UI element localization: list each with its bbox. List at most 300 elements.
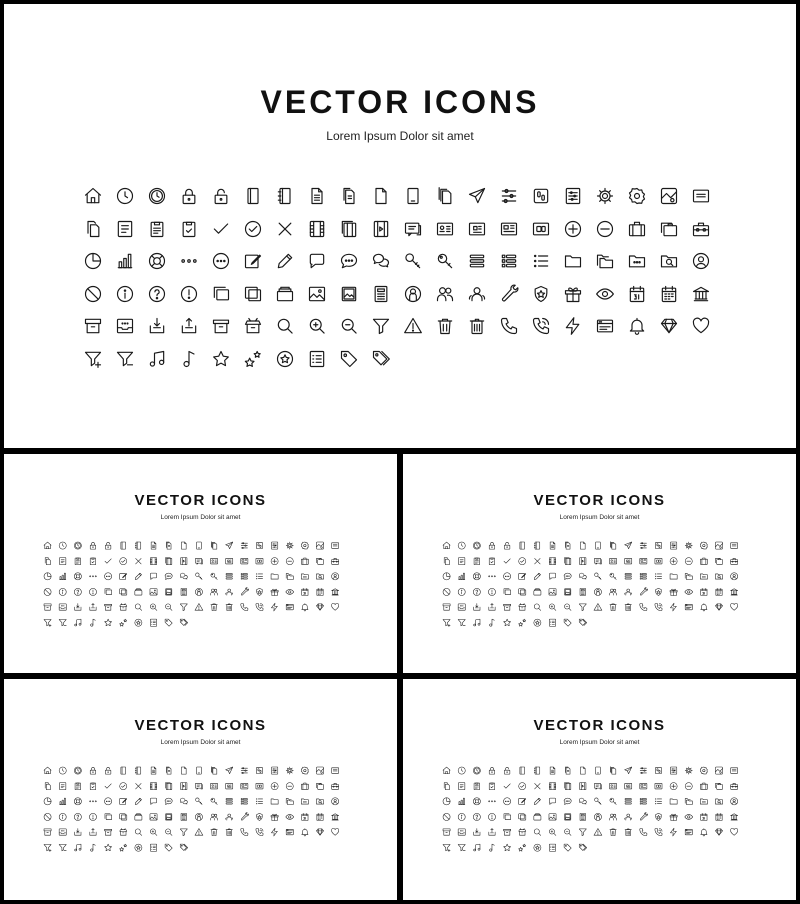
tablet-icon bbox=[191, 538, 206, 553]
web-icon bbox=[285, 602, 294, 611]
music-note-icon bbox=[179, 349, 199, 369]
calendar-icon bbox=[711, 584, 726, 599]
phone-call-icon bbox=[651, 824, 666, 839]
chat-dots-icon bbox=[333, 245, 365, 278]
list-icon bbox=[525, 245, 557, 278]
key-2-icon bbox=[429, 245, 461, 278]
box-open-icon bbox=[518, 827, 527, 836]
user-circle-icon bbox=[328, 794, 343, 809]
phone-icon bbox=[639, 602, 648, 611]
folder-more-icon bbox=[699, 572, 708, 581]
archive-icon bbox=[439, 599, 454, 614]
star-icon bbox=[103, 618, 112, 627]
help-icon bbox=[70, 584, 85, 599]
document-icon bbox=[307, 186, 327, 206]
icon-row bbox=[40, 599, 343, 614]
icon-row bbox=[77, 180, 717, 213]
bell-icon bbox=[300, 827, 309, 836]
notebook-2-icon bbox=[533, 766, 542, 775]
inbox-icon bbox=[58, 602, 67, 611]
film-icon bbox=[149, 556, 158, 565]
box-open-icon bbox=[515, 599, 530, 614]
gear-icon bbox=[684, 766, 693, 775]
calendar-31-icon bbox=[696, 809, 711, 824]
lightning-icon bbox=[270, 602, 279, 611]
alert-circle-icon bbox=[487, 587, 496, 596]
message-card-icon bbox=[397, 213, 429, 246]
info-icon bbox=[454, 584, 469, 599]
tag-icon bbox=[161, 840, 176, 855]
windows-2-icon bbox=[515, 584, 530, 599]
more-circle-icon bbox=[211, 251, 231, 271]
trash-icon bbox=[209, 827, 218, 836]
clipboard-check-icon bbox=[88, 781, 97, 790]
unlock-icon bbox=[502, 541, 511, 550]
badge-card-icon bbox=[224, 556, 233, 565]
home-icon bbox=[43, 766, 52, 775]
close-icon bbox=[533, 556, 542, 565]
edit-icon bbox=[515, 569, 530, 584]
thumbnail-slide-3[interactable] bbox=[4, 679, 397, 900]
tags-icon bbox=[179, 843, 188, 852]
note-icon bbox=[55, 553, 70, 568]
chat-bubble-icon bbox=[307, 251, 327, 271]
calendar-icon bbox=[315, 587, 324, 596]
check-icon bbox=[502, 781, 511, 790]
image-2-icon bbox=[164, 812, 173, 821]
filter-add-icon bbox=[43, 618, 52, 627]
eye-icon bbox=[681, 584, 696, 599]
shield-star-icon bbox=[654, 812, 663, 821]
clock-filled-icon bbox=[141, 180, 173, 213]
tablet-icon bbox=[590, 538, 605, 553]
settings-panel-icon bbox=[669, 541, 678, 550]
folders-icon bbox=[684, 572, 693, 581]
filter-remove-icon bbox=[454, 615, 469, 630]
zoom-in-icon bbox=[548, 827, 557, 836]
box-icon bbox=[500, 824, 515, 839]
eye-icon bbox=[589, 278, 621, 311]
download-box-icon bbox=[147, 316, 167, 336]
users-2-icon bbox=[621, 584, 636, 599]
upload-box-icon bbox=[88, 602, 97, 611]
map-icon bbox=[711, 538, 726, 553]
info-icon bbox=[55, 584, 70, 599]
star-icon bbox=[500, 840, 515, 855]
chat-bubble-icon bbox=[146, 569, 161, 584]
sliders-icon bbox=[499, 186, 519, 206]
document-icon bbox=[149, 541, 158, 550]
music-icon bbox=[73, 618, 82, 627]
check-circle-icon bbox=[116, 553, 131, 568]
tablet-icon bbox=[194, 541, 203, 550]
documents-icon bbox=[333, 180, 365, 213]
icon-row bbox=[439, 794, 742, 809]
list-icon bbox=[531, 251, 551, 271]
chats-icon bbox=[575, 569, 590, 584]
music-icon bbox=[70, 840, 85, 855]
eye-icon bbox=[595, 284, 615, 304]
thumbnail-slide-2[interactable] bbox=[403, 454, 796, 673]
music-icon bbox=[469, 840, 484, 855]
calendar-icon bbox=[315, 812, 324, 821]
phone-call-icon bbox=[654, 827, 663, 836]
card-icon bbox=[727, 763, 742, 778]
gift-icon bbox=[557, 278, 589, 311]
bell-icon bbox=[621, 310, 653, 343]
users-icon bbox=[206, 809, 221, 824]
download-box-icon bbox=[73, 827, 82, 836]
zoom-in-icon bbox=[307, 316, 327, 336]
trash-icon bbox=[429, 310, 461, 343]
badge-card-icon bbox=[467, 219, 487, 239]
lightning-icon bbox=[666, 599, 681, 614]
card-icon bbox=[330, 541, 339, 550]
search-icon bbox=[131, 599, 146, 614]
star-icon bbox=[502, 843, 511, 852]
box-open-icon bbox=[518, 602, 527, 611]
menu-icon bbox=[623, 797, 632, 806]
clipboard-check-icon bbox=[487, 556, 496, 565]
folder-icon bbox=[669, 572, 678, 581]
upload-box-icon bbox=[173, 310, 205, 343]
gear-icon bbox=[285, 766, 294, 775]
checklist-icon bbox=[146, 840, 161, 855]
tag-icon bbox=[560, 840, 575, 855]
star-icon bbox=[502, 618, 511, 627]
phone-icon bbox=[237, 824, 252, 839]
stars-icon bbox=[119, 843, 128, 852]
checklist-icon bbox=[307, 349, 327, 369]
pie-chart-icon bbox=[439, 569, 454, 584]
id-card-icon bbox=[206, 778, 221, 793]
id-card-icon bbox=[605, 553, 620, 568]
upload-box-icon bbox=[484, 599, 499, 614]
star-circle-icon bbox=[530, 840, 545, 855]
alert-circle-icon bbox=[88, 587, 97, 596]
chat-bubble-icon bbox=[548, 572, 557, 581]
music-note-icon bbox=[85, 840, 100, 855]
filter-remove-icon bbox=[55, 840, 70, 855]
key-icon bbox=[403, 251, 423, 271]
pie-chart-icon bbox=[40, 794, 55, 809]
note-icon bbox=[457, 781, 466, 790]
briefcase-icon bbox=[300, 781, 309, 790]
check-circle-icon bbox=[119, 556, 128, 565]
send-icon bbox=[224, 766, 233, 775]
web-icon bbox=[282, 824, 297, 839]
folders-icon bbox=[595, 251, 615, 271]
filter-remove-icon bbox=[55, 615, 70, 630]
bell-icon bbox=[699, 602, 708, 611]
calendar-31-icon bbox=[297, 809, 312, 824]
plus-circle-icon bbox=[666, 553, 681, 568]
home-icon bbox=[439, 538, 454, 553]
filter-add-icon bbox=[77, 343, 109, 376]
close-icon bbox=[134, 556, 143, 565]
user-circle-icon bbox=[328, 569, 343, 584]
heart-icon bbox=[727, 599, 742, 614]
bar-chart-icon bbox=[58, 572, 67, 581]
map-icon bbox=[714, 541, 723, 550]
lightning-icon bbox=[267, 599, 282, 614]
chat-bubble-icon bbox=[548, 797, 557, 806]
pie-chart-icon bbox=[439, 794, 454, 809]
block-icon bbox=[77, 278, 109, 311]
zoom-in-icon bbox=[548, 602, 557, 611]
film-2-icon bbox=[161, 778, 176, 793]
list-icon bbox=[252, 794, 267, 809]
star-circle-icon bbox=[275, 349, 295, 369]
clipboard-check-icon bbox=[85, 778, 100, 793]
icon-row bbox=[439, 778, 742, 793]
plus-circle-icon bbox=[270, 556, 279, 565]
calculator-icon bbox=[371, 284, 391, 304]
wrench-icon bbox=[237, 809, 252, 824]
box-icon bbox=[103, 827, 112, 836]
image-2-icon bbox=[339, 284, 359, 304]
menu-icon bbox=[224, 572, 233, 581]
tag-icon bbox=[563, 843, 572, 852]
video-icon bbox=[179, 781, 188, 790]
user-circle-icon bbox=[729, 797, 738, 806]
bar-chart-icon bbox=[457, 797, 466, 806]
music-icon bbox=[147, 349, 167, 369]
info-icon bbox=[55, 809, 70, 824]
toggle-icon bbox=[651, 763, 666, 778]
music-icon bbox=[73, 843, 82, 852]
gift-icon bbox=[563, 284, 583, 304]
filter-remove-icon bbox=[115, 349, 135, 369]
plus-circle-icon bbox=[557, 213, 589, 246]
download-box-icon bbox=[141, 310, 173, 343]
star-icon bbox=[500, 615, 515, 630]
icon-row bbox=[40, 584, 343, 599]
icon-row bbox=[40, 538, 343, 553]
copy-icon bbox=[77, 213, 109, 246]
users-2-icon bbox=[621, 809, 636, 824]
film-icon bbox=[146, 553, 161, 568]
filter-remove-icon bbox=[58, 618, 67, 627]
stack-icon bbox=[209, 541, 218, 550]
music-icon bbox=[70, 615, 85, 630]
stack-icon bbox=[608, 766, 617, 775]
lock-icon bbox=[85, 538, 100, 553]
close-icon bbox=[530, 553, 545, 568]
check-circle-icon bbox=[119, 781, 128, 790]
folder-more-icon bbox=[300, 572, 309, 581]
card-icon bbox=[729, 541, 738, 550]
info-icon bbox=[457, 587, 466, 596]
id-card-icon bbox=[605, 778, 620, 793]
message-card-icon bbox=[191, 553, 206, 568]
toolbox-icon bbox=[685, 213, 717, 246]
icon-row bbox=[77, 245, 717, 278]
home-icon bbox=[77, 180, 109, 213]
thumbnail-slide-4[interactable] bbox=[403, 679, 796, 900]
note-icon bbox=[58, 781, 67, 790]
more-circle-icon bbox=[101, 794, 116, 809]
calculator-icon bbox=[578, 812, 587, 821]
cog-icon bbox=[696, 763, 711, 778]
filter-icon bbox=[176, 824, 191, 839]
home-icon bbox=[439, 763, 454, 778]
block-icon bbox=[40, 584, 55, 599]
toggle-icon bbox=[255, 541, 264, 550]
layers-icon bbox=[269, 278, 301, 311]
toggle-icon bbox=[255, 766, 264, 775]
image-icon bbox=[548, 587, 557, 596]
phone-icon bbox=[240, 602, 249, 611]
inbox-icon bbox=[55, 599, 70, 614]
zoom-in-icon bbox=[146, 824, 161, 839]
zoom-in-icon bbox=[149, 827, 158, 836]
windows-2-icon bbox=[518, 587, 527, 596]
checklist-icon bbox=[548, 618, 557, 627]
toolbox-icon bbox=[727, 553, 742, 568]
layers-icon bbox=[131, 809, 146, 824]
windows-icon bbox=[103, 587, 112, 596]
shield-star-icon bbox=[252, 584, 267, 599]
image-icon bbox=[548, 812, 557, 821]
block-icon bbox=[439, 584, 454, 599]
user-avatar-icon bbox=[403, 284, 423, 304]
eye-icon bbox=[684, 812, 693, 821]
lifebuoy-icon bbox=[70, 569, 85, 584]
note-icon bbox=[457, 556, 466, 565]
web-icon bbox=[285, 827, 294, 836]
card-icon bbox=[727, 538, 742, 553]
folders-icon bbox=[684, 797, 693, 806]
briefcase-copy-icon bbox=[312, 778, 327, 793]
stack-icon bbox=[209, 766, 218, 775]
warning-icon bbox=[191, 824, 206, 839]
notebook-icon bbox=[116, 538, 131, 553]
music-note-icon bbox=[85, 615, 100, 630]
stars-icon bbox=[116, 840, 131, 855]
tag-icon bbox=[333, 343, 365, 376]
trash-icon bbox=[608, 827, 617, 836]
stars-icon bbox=[515, 615, 530, 630]
blank-page-icon bbox=[176, 538, 191, 553]
unlock-icon bbox=[500, 763, 515, 778]
clipboard-check-icon bbox=[484, 778, 499, 793]
notebook-2-icon bbox=[530, 763, 545, 778]
note-icon bbox=[109, 213, 141, 246]
list-bullets-icon bbox=[493, 245, 525, 278]
menu-icon bbox=[621, 794, 636, 809]
plus-circle-icon bbox=[563, 219, 583, 239]
bank-icon bbox=[330, 587, 339, 596]
slide-title: VECTOR ICONS bbox=[134, 492, 267, 509]
documents-icon bbox=[339, 186, 359, 206]
user-avatar-icon bbox=[397, 278, 429, 311]
copy-icon bbox=[43, 556, 52, 565]
windows-2-icon bbox=[515, 809, 530, 824]
lightning-icon bbox=[669, 602, 678, 611]
users-icon bbox=[429, 278, 461, 311]
blank-page-icon bbox=[371, 186, 391, 206]
filter-remove-icon bbox=[109, 343, 141, 376]
slide-subtitle: Lorem Ipsum Dolor sit amet bbox=[326, 129, 474, 143]
folder-more-icon bbox=[696, 794, 711, 809]
users-2-icon bbox=[623, 812, 632, 821]
notebook-icon bbox=[119, 766, 128, 775]
zoom-out-icon bbox=[164, 602, 173, 611]
bell-icon bbox=[300, 602, 309, 611]
icon-row bbox=[439, 569, 742, 584]
folder-search-icon bbox=[312, 794, 327, 809]
document-icon bbox=[548, 766, 557, 775]
icon-row bbox=[439, 599, 742, 614]
upload-box-icon bbox=[487, 827, 496, 836]
briefcase-icon bbox=[627, 219, 647, 239]
film-2-icon bbox=[339, 219, 359, 239]
filter-add-icon bbox=[83, 349, 103, 369]
icon-row bbox=[40, 569, 343, 584]
calculator-icon bbox=[176, 809, 191, 824]
checklist-icon bbox=[301, 343, 333, 376]
more-circle-icon bbox=[205, 245, 237, 278]
tag-icon bbox=[164, 843, 173, 852]
trash-icon bbox=[435, 316, 455, 336]
music-icon bbox=[472, 843, 481, 852]
icon-row bbox=[439, 809, 742, 824]
blank-page-icon bbox=[176, 763, 191, 778]
clipboard-check-icon bbox=[173, 213, 205, 246]
wrench-icon bbox=[636, 584, 651, 599]
clipboard-icon bbox=[70, 778, 85, 793]
folder-more-icon bbox=[300, 797, 309, 806]
camera-card-icon bbox=[252, 778, 267, 793]
layers-icon bbox=[134, 812, 143, 821]
documents-icon bbox=[164, 766, 173, 775]
unlock-icon bbox=[103, 766, 112, 775]
home-icon bbox=[442, 766, 451, 775]
key-2-icon bbox=[209, 572, 218, 581]
video-icon bbox=[575, 778, 590, 793]
upload-box-icon bbox=[484, 824, 499, 839]
windows-icon bbox=[502, 812, 511, 821]
icon-grid bbox=[439, 538, 742, 630]
star-icon bbox=[103, 843, 112, 852]
film-icon bbox=[548, 556, 557, 565]
image-icon bbox=[146, 584, 161, 599]
bell-icon bbox=[696, 599, 711, 614]
card-icon bbox=[330, 766, 339, 775]
pencil-icon bbox=[530, 569, 545, 584]
folder-search-icon bbox=[711, 569, 726, 584]
bar-chart-icon bbox=[457, 572, 466, 581]
lock-icon bbox=[487, 541, 496, 550]
folder-search-icon bbox=[714, 797, 723, 806]
thumbnail-slide-1[interactable] bbox=[4, 454, 397, 673]
block-icon bbox=[439, 809, 454, 824]
chats-icon bbox=[179, 572, 188, 581]
lifebuoy-icon bbox=[141, 245, 173, 278]
id-card-icon bbox=[608, 781, 617, 790]
icon-row bbox=[40, 824, 343, 839]
toggle-icon bbox=[654, 541, 663, 550]
folder-icon bbox=[666, 569, 681, 584]
badge-card-icon bbox=[222, 778, 237, 793]
download-box-icon bbox=[73, 602, 82, 611]
card-icon bbox=[328, 763, 343, 778]
check-icon bbox=[502, 556, 511, 565]
minus-circle-icon bbox=[681, 778, 696, 793]
cog-icon bbox=[627, 186, 647, 206]
calculator-icon bbox=[179, 587, 188, 596]
